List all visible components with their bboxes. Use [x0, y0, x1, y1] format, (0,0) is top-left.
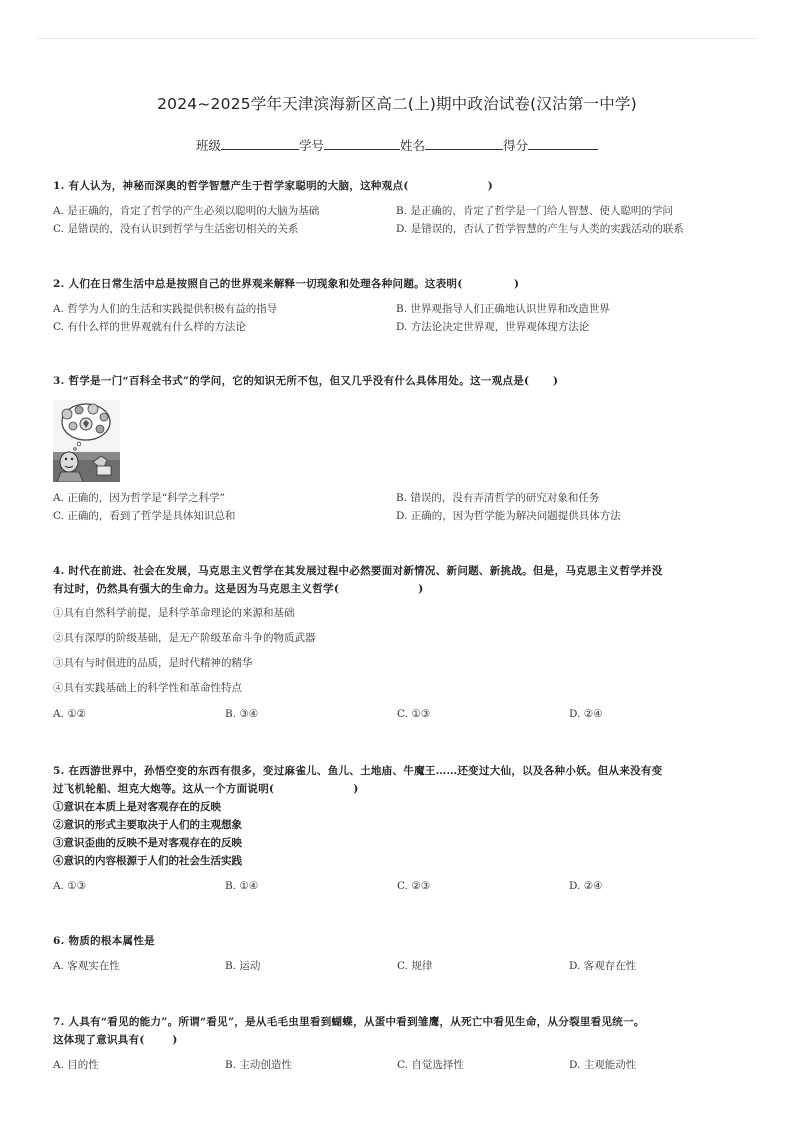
option-b[interactable]: B. 错误的，没有弄清哲学的研究对象和任务 [396, 492, 600, 504]
question-3 [53, 372, 743, 525]
page-title: 2024~2025学年天津滨海新区高二(上)期中政治试卷(汉沽第一中学) [157, 95, 637, 113]
question-stem [53, 1013, 743, 1049]
question-4 [53, 562, 743, 723]
option-d[interactable]: D. 方法论决定世界观，世界观体现方法论 [396, 321, 590, 333]
question-text-line-2: 有过时，仍然具有强大的生命力。这是因为马克思主义哲学 [53, 583, 334, 595]
answer-blank: ( ) [333, 583, 424, 595]
name-label: 姓名 [400, 138, 426, 153]
answer-blank: ( ) [524, 375, 559, 387]
name-blank [425, 137, 503, 150]
class-blank [221, 137, 299, 150]
option-c[interactable]: C. 自觉选择性 [397, 1059, 464, 1071]
statement-1: ①具有自然科学前提，是科学革命理论的来源和基础 [53, 607, 295, 619]
option-a[interactable]: A. 哲学为人们的生活和实践提供积极有益的指导 [53, 303, 278, 315]
question-text-line-2: 这体现了意识具有 [53, 1034, 140, 1046]
score-label: 得分 [503, 138, 529, 153]
question-number: 6. [53, 935, 65, 947]
question-6 [53, 932, 743, 975]
option-d[interactable]: D. 正确的，因为哲学能为解决问题提供具体方法 [396, 510, 621, 522]
question-number: 1. [53, 180, 65, 192]
option-a[interactable]: A. ①② [53, 708, 87, 720]
options [53, 705, 743, 723]
class-label: 班级 [195, 138, 221, 153]
question-1 [53, 177, 743, 238]
options [53, 202, 743, 238]
student-id-label: 学号 [298, 138, 324, 153]
statement-1: ①意识在本质上是对客观存在的反映 [53, 801, 221, 813]
question-text-line-2: 过飞机轮船、坦克大炮等。这从一个方面说明 [53, 783, 269, 795]
option-d[interactable]: D. ②④ [569, 880, 603, 892]
question-text: 人们在日常生活中总是按照自己的世界观来解释一切现象和处理各种问题。这表明 [68, 278, 458, 290]
question-stem [53, 762, 743, 798]
option-c[interactable]: C. 是错误的，没有认识到哲学与生活密切相关的关系 [53, 223, 299, 235]
option-b[interactable]: B. 运动 [225, 960, 261, 972]
options [53, 877, 743, 895]
option-b[interactable]: B. 主动创造性 [225, 1059, 292, 1071]
statement-2: ②意识的形式主要取决于人们的主观想象 [53, 819, 242, 831]
option-c[interactable]: C. 有什么样的世界观就有什么样的方法论 [53, 321, 246, 333]
question-text-line-1: 人具有“看见的能力”。所谓“看见”，是从毛毛虫里看到蝴蝶，从蛋中看到雏鹰，从死亡中看见生命，从分裂里看见统一。 [68, 1016, 645, 1028]
option-c[interactable]: C. 正确的，看到了哲学是具体知识总和 [53, 510, 236, 522]
top-divider [38, 38, 756, 39]
statement-3: ③意识歪曲的反映不是对客观存在的反映 [53, 837, 242, 849]
option-a[interactable]: A. 是正确的，肯定了哲学的产生必须以聪明的大脑为基础 [53, 205, 320, 217]
question-text-line-1: 时代在前进、社会在发展，马克思主义哲学在其发展过程中必然要面对新情况、新问题、新挑战。但是，马克思主义哲学并没 [68, 565, 663, 577]
question-number: 3. [53, 375, 65, 387]
statement-4: ④意识的内容根源于人们的社会生活实践 [53, 855, 242, 867]
option-c[interactable]: C. ②③ [397, 880, 431, 892]
option-b[interactable]: B. ①④ [225, 880, 259, 892]
option-c[interactable]: C. ①③ [397, 708, 431, 720]
question-number: 7. [53, 1016, 65, 1028]
statement-2: ②具有深厚的阶级基础，是无产阶级革命斗争的物质武器 [53, 632, 316, 644]
answer-blank: ( ) [269, 783, 359, 795]
student-info-line [0, 136, 794, 154]
question-stem [53, 932, 743, 950]
option-b[interactable]: B. 是正确的，肯定了哲学是一门给人智慧、使人聪明的学问 [396, 205, 673, 217]
option-d[interactable]: D. 客观存在性 [569, 960, 637, 972]
question-number: 2. [53, 278, 65, 290]
question-text: 物质的根本属性是 [68, 935, 155, 947]
option-a[interactable]: A. ①③ [53, 880, 87, 892]
options [53, 489, 743, 525]
question-number: 4. [53, 565, 65, 577]
question-stem [53, 562, 743, 598]
option-b[interactable]: B. ③④ [225, 708, 259, 720]
question-number: 5. [53, 765, 65, 777]
score-blank [528, 137, 598, 150]
option-a[interactable]: A. 目的性 [53, 1059, 99, 1071]
answer-blank: ( ) [139, 1034, 178, 1046]
question-stem [53, 177, 743, 195]
statements [53, 604, 743, 697]
student-id-blank [324, 137, 400, 150]
cartoon-image [53, 400, 120, 482]
options [53, 1056, 743, 1074]
option-d[interactable]: D. 是错误的，否认了哲学智慧的产生与人类的实践活动的联系 [396, 223, 684, 235]
cartoon-illustration [53, 400, 120, 482]
question-7 [53, 1013, 743, 1074]
answer-blank: ( ) [457, 278, 520, 290]
option-d[interactable]: D. 主观能动性 [569, 1059, 637, 1071]
question-text-line-1: 在西游世界中，孙悟空变的东西有很多，变过麻雀儿、鱼儿、土地庙、牛魔王……还变过大仙，以及各种小妖。但从来没有变 [68, 765, 663, 777]
question-text: 哲学是一门“百科全书式”的学问，它的知识无所不包，但又几乎没有什么具体用处。这一观点是 [68, 375, 525, 387]
option-c[interactable]: C. 规律 [397, 960, 433, 972]
option-a[interactable]: A. 客观实在性 [53, 960, 120, 972]
question-stem [53, 275, 743, 293]
statement-4: ④具有实践基础上的科学性和革命性特点 [53, 682, 242, 694]
options [53, 957, 743, 975]
option-b[interactable]: B. 世界观指导人们正确地认识世界和改造世界 [396, 303, 610, 315]
option-a[interactable]: A. 正确的，因为哲学是“科学之科学” [53, 492, 225, 504]
question-text: 有人认为，神秘而深奥的哲学智慧产生于哲学家聪明的大脑，这种观点 [68, 180, 404, 192]
statements [53, 798, 743, 870]
options [53, 300, 743, 336]
option-d[interactable]: D. ②④ [569, 708, 603, 720]
question-2 [53, 275, 743, 336]
question-5 [53, 762, 743, 895]
statement-3: ③具有与时俱进的品质，是时代精神的精华 [53, 657, 253, 669]
question-stem [53, 372, 743, 390]
answer-blank: ( ) [403, 180, 493, 192]
